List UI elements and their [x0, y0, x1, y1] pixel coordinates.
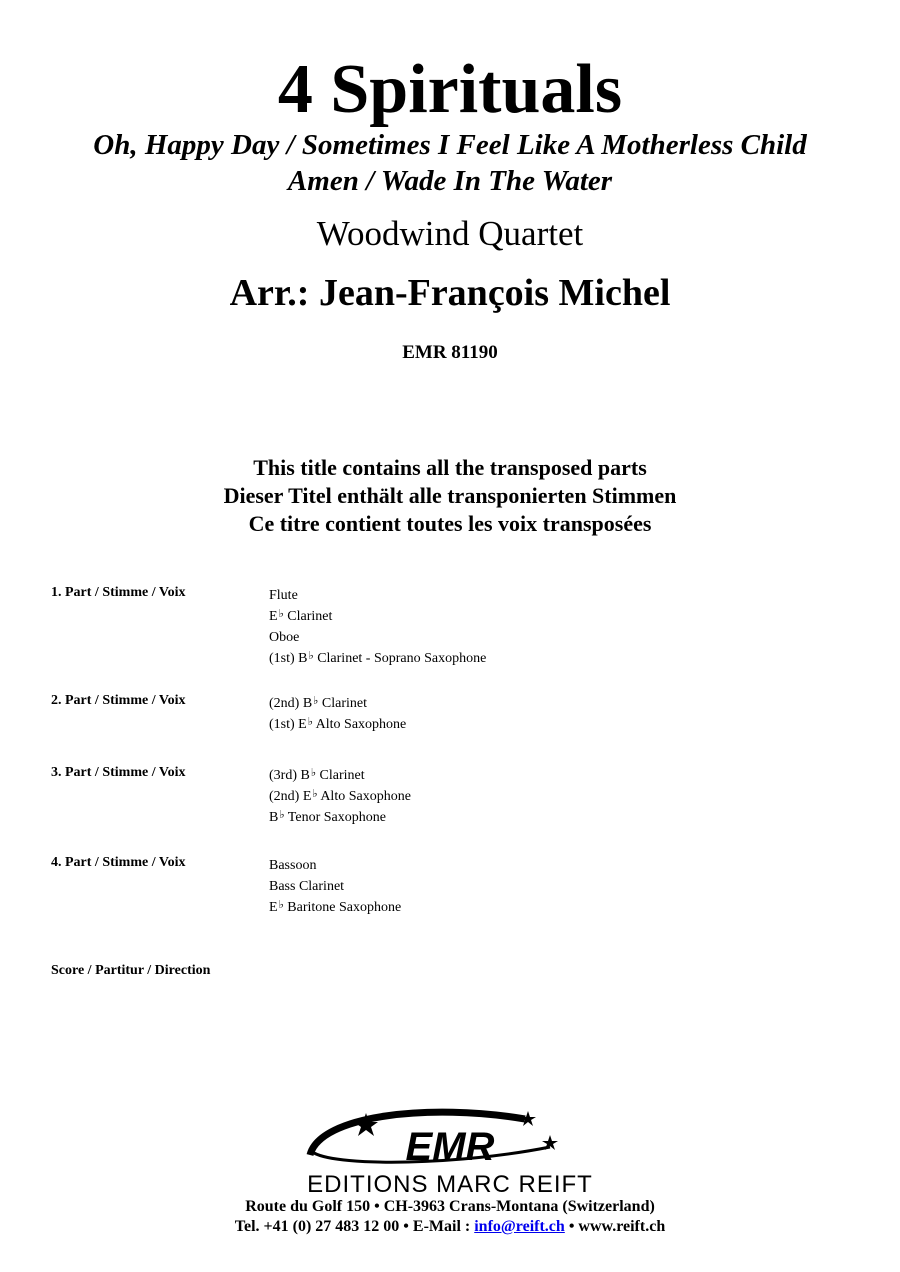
emr-logo [300, 1105, 600, 1197]
catalog-number: EMR 81190 [402, 342, 498, 363]
email-link[interactable]: info@reift.ch [474, 1218, 565, 1235]
instrument: E♭ Clarinet [269, 608, 333, 624]
notice-en: This title contains all the transposed parts [253, 455, 647, 480]
instrument: Bassoon [269, 858, 317, 873]
instrument: (2nd) B♭ Clarinet [269, 695, 367, 711]
publisher-address: Route du Golf 150 • CH-3963 Crans-Montana (Switzerland) [245, 1198, 655, 1215]
instrument: (1st) E♭ Alto Saxophone [269, 716, 407, 732]
part-3-instruments [269, 764, 411, 827]
subtitle-line-1: Oh, Happy Day / Sometimes I Feel Like A Motherless Child [93, 129, 807, 161]
part-4-label: 4. Part / Stimme / Voix [51, 855, 186, 870]
notice-de: Dieser Titel enthält alle transponierten Stimmen [223, 483, 677, 508]
part-1-label: 1. Part / Stimme / Voix [51, 585, 186, 600]
instrument: Flute [269, 588, 298, 603]
notice-fr: Ce titre contient toutes les voix transposées [248, 511, 652, 536]
page-title: 4 Spirituals [277, 51, 623, 128]
logo-emr-text: EMR [405, 1125, 495, 1169]
instrument: E♭ Baritone Saxophone [269, 899, 402, 915]
publisher-web: • www.reift.ch [564, 1218, 666, 1235]
instrument: (3rd) B♭ Clarinet [269, 767, 365, 783]
instrument: Oboe [269, 630, 300, 645]
part-4-instruments [269, 854, 401, 917]
part-1-instruments [269, 584, 486, 668]
instrument: B♭ Tenor Saxophone [269, 809, 386, 825]
part-3-label: 3. Part / Stimme / Voix [51, 765, 186, 780]
instrument: (2nd) E♭ Alto Saxophone [269, 788, 411, 804]
part-2-instruments [269, 692, 406, 734]
publisher-contact [0, 1217, 900, 1237]
publisher-tel: Tel. +41 (0) 27 483 12 00 • E-Mail : [234, 1218, 475, 1235]
logo-publisher-name: EDITIONS MARC REIFT [307, 1171, 593, 1197]
score-label: Score / Partitur / Direction [51, 963, 211, 978]
subtitle-line-2: Amen / Wade In The Water [287, 165, 613, 197]
part-2-label: 2. Part / Stimme / Voix [51, 693, 186, 708]
arranger: Arr.: Jean-François Michel [229, 272, 671, 314]
instrument: (1st) B♭ Clarinet - Soprano Saxophone [269, 650, 487, 666]
instrument: Bass Clarinet [269, 879, 345, 894]
ensemble: Woodwind Quartet [316, 214, 584, 253]
